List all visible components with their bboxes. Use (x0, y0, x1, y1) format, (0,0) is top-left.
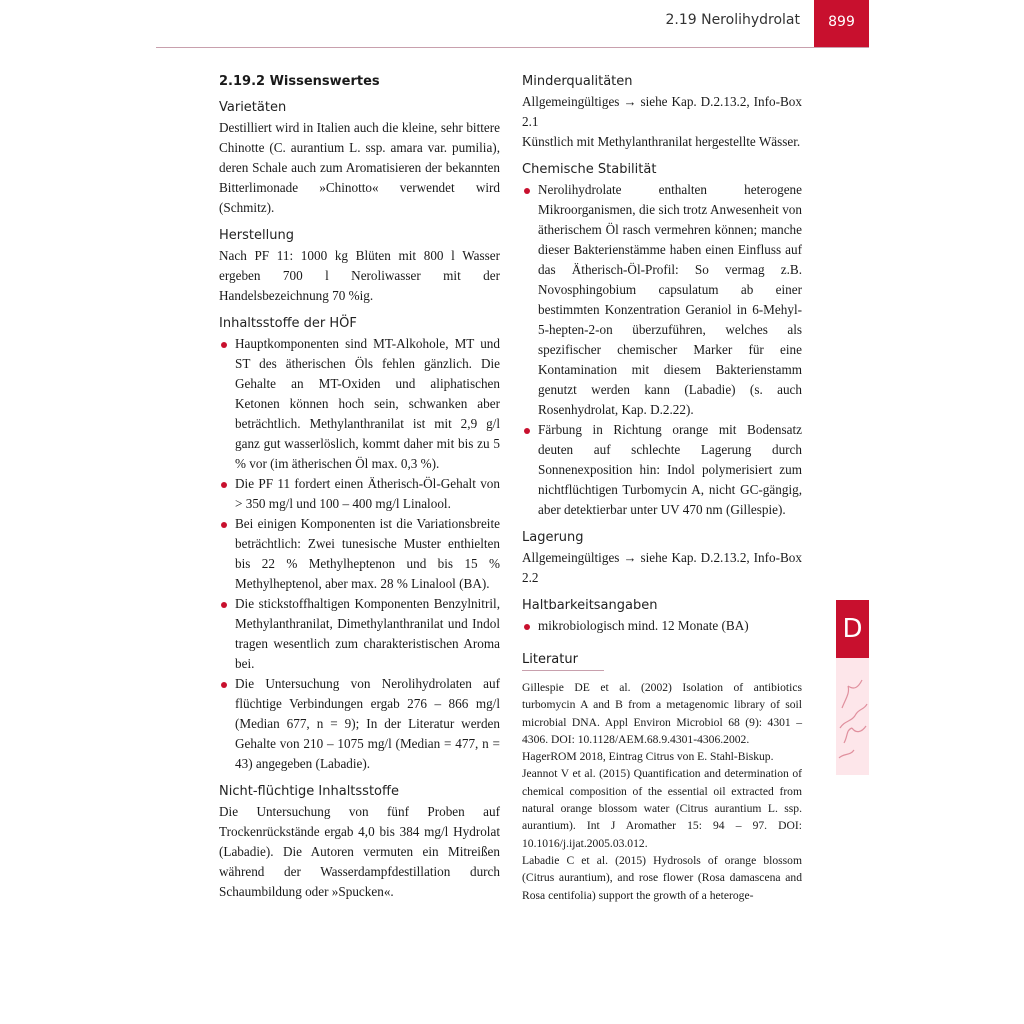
inferior-heading: Minderqualitäten (522, 74, 633, 89)
production-heading: Herstellung (219, 228, 294, 243)
list-item: mikrobiologisch mind. 12 Monate (BA) (522, 616, 802, 636)
stability-list (522, 180, 802, 520)
header-rule (156, 47, 869, 48)
section-title: 2.19.2 Wissenswertes (219, 74, 380, 89)
shelf-heading: Haltbarkeitsangaben (522, 598, 658, 613)
literature-entry: Jeannot V et al. (2015) Quantification and determination of chemical composition of the essential oil extracted from natural orange blossom water (Citrus aurantium L. ssp. aurantium). Int J Aromather 15: 94 – 97. DOI: 10.1016/j.ijat.2005.03.012. (522, 767, 802, 850)
literature-entry: Gillespie DE et al. (2002) Isolation of antibiotics turbomycin A and B from a metagenomic library of soil microbial DNA. Appl Environ Microbiol 68 (9): 4301 – 4306. DOI: 10.1128/AEM.68.9.4301-4306.2002. (522, 681, 802, 746)
list-item: Die Untersuchung von Nerolihydrolaten auf flüchtige Verbindungen ergab 276 – 866 mg/l (Median 677, n = 9); In der Literatur werden Gehalte von 210 – 1075 mg/l (Median = 477, n = 43) angegeben (Labadie). (219, 674, 500, 774)
list-item: Die stickstoffhaltigen Komponenten Benzylnitril, Methylanthranilat, Dimethylanthranilat und Indol tragen wesentlich zum charakteristischen Aroma bei. (219, 594, 500, 674)
running-head: 2.19 Nerolihydrolat (665, 12, 800, 28)
list-item: Bei einigen Komponenten ist die Variationsbreite beträchtlich: Zwei tunesische Muster enthielten bis 22 % Methylheptenon und bis 15 % Methylheptenol, aber max. 28 % Linalool (BA). (219, 514, 500, 594)
decorative-sketch-icon (836, 658, 869, 775)
production-text: Nach PF 11: 1000 kg Blüten mit 800 l Wasser ergeben 700 l Neroliwasser mit der Handelsbezeichnung 70 %ig. (219, 248, 500, 303)
inferior-text-2: Künstlich mit Methylanthranilat hergestellte Wässer. (522, 134, 801, 149)
varieties-heading: Varietäten (219, 100, 287, 115)
right-column (522, 72, 802, 904)
page-number: 899 (814, 0, 869, 47)
literature-heading: Literatur (522, 650, 604, 671)
list-item: Nerolihydrolate enthalten heterogene Mikroorganismen, die sich trotz Anwesenheit von ätherischem Öl rasch vermehren können; manche dieser Bakterienstämme haben einen Einfluss auf das Ätherisch-Öl-Profil: So vermag z.B. Novosphingobium capsulatum ab einer bestimmten Konzentration Geraniol in 6-Mehyl-5-hepten-2-on überzuführen, welches als spezifischer chemischer Marker für eine Kontamination mit diesem Bakterienstamm genutzt werden kann (Labadie) (s. auch Rosenhydrolat, Kap. D.2.22). (522, 180, 802, 420)
stability-heading: Chemische Stabilität (522, 162, 657, 177)
chapter-tab-letter: D (836, 600, 869, 658)
left-column (219, 72, 500, 902)
storage-text: Allgemeingültiges → siehe Kap. D.2.13.2, Info-Box 2.2 (522, 550, 802, 585)
constituents-heading: Inhaltsstoffe der HÖF (219, 316, 357, 331)
shelf-list (522, 616, 802, 636)
chapter-tab (836, 600, 869, 775)
list-item: Färbung in Richtung orange mit Bodensatz deuten auf schlechte Lagerung durch Sonnenexposition hin: Indol polymerisiert zum nichtflüchtigen Turbomycin A, nicht GC-gängig, aber detektierbar unter UV 470 nm (Gillespie). (522, 420, 802, 520)
list-item: Hauptkomponenten sind MT-Alkohole, MT und ST des ätherischen Öls fehlen gänzlich. Die Gehalte an MT-Oxiden und aliphatischen Ketonen können hoch sein, schwanken aber beträchtlich. Methylanthranilat ist mit 2,9 g/l ganz gut wasserlöslich, kommt daher mit bis zu 5 % vor (im ätherischen Öl max. 0,3 %). (219, 334, 500, 474)
storage-heading: Lagerung (522, 530, 584, 545)
literature-list (522, 679, 802, 904)
literature-entry: HagerROM 2018, Eintrag Citrus von E. Stahl-Biskup. (522, 750, 774, 764)
constituents-list (219, 334, 500, 774)
nonvolatile-heading: Nicht-flüchtige Inhaltsstoffe (219, 784, 399, 799)
literature-entry: Labadie C et al. (2015) Hydrosols of orange blossom (Citrus aurantium), and rose flower (Rosa damascena and Rosa centifolia) support the growth of a heteroge- (522, 853, 802, 902)
list-item: Die PF 11 fordert einen Ätherisch-Öl-Gehalt von > 350 mg/l und 100 – 400 mg/l Linalool. (219, 474, 500, 514)
inferior-text-1: Allgemeingültiges → siehe Kap. D.2.13.2, Info-Box 2.1 (522, 94, 802, 129)
varieties-text: Destilliert wird in Italien auch die kleine, sehr bittere Chinotte (C. aurantium L. ssp. amara var. pumilia), deren Schale auch zum Aromatisieren der bekannten Bitterlimonade »Chinotto« verwendet wird (Schmitz). (219, 120, 500, 215)
nonvolatile-text: Die Untersuchung von fünf Proben auf Trockenrückstände ergab 4,0 bis 384 mg/l Hydrolat (Labadie). Die Autoren vermuten ein Mitreißen während der Wasserdampfdestillation durch Schaumbildung oder »Spucken«. (219, 804, 500, 899)
